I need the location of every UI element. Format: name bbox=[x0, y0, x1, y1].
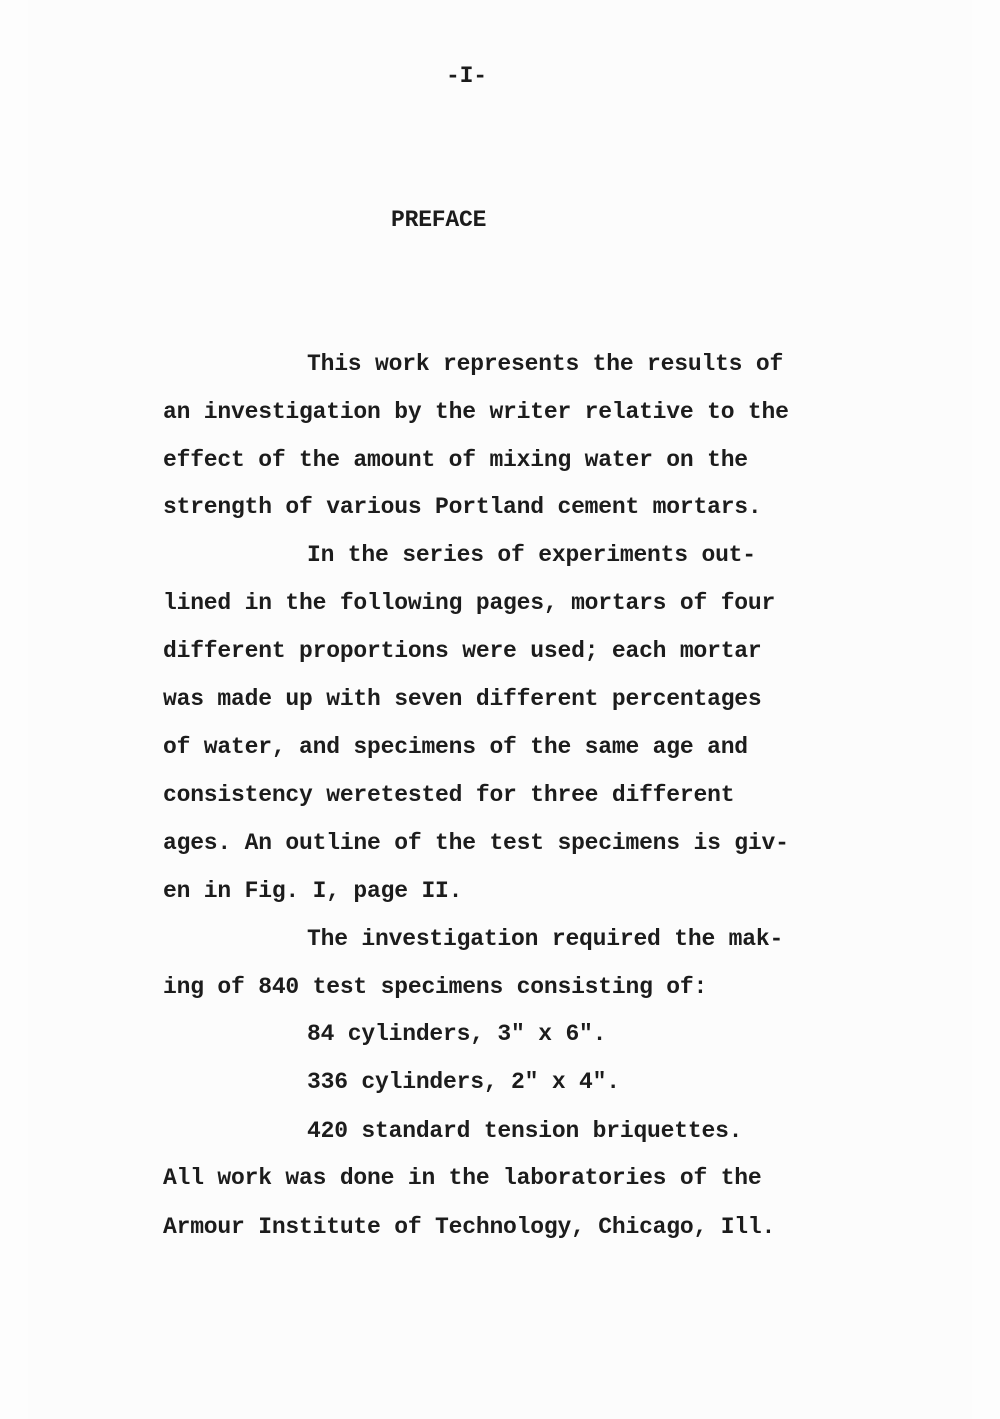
text-line: was made up with seven different percentages bbox=[163, 686, 762, 712]
text-line: In the series of experiments out- bbox=[307, 542, 756, 568]
page-title: PREFACE bbox=[391, 207, 487, 233]
text-line: lined in the following pages, mortars of four bbox=[163, 590, 776, 616]
page-number: -I- bbox=[446, 63, 487, 89]
text-line: The investigation required the mak- bbox=[307, 926, 784, 952]
text-line: ages. An outline of the test specimens is giv- bbox=[163, 830, 789, 856]
text-line: en in Fig. I, page II. bbox=[163, 878, 463, 904]
text-line: of water, and specimens of the same age and bbox=[163, 734, 748, 760]
text-line: 336 cylinders, 2" x 4". bbox=[307, 1069, 620, 1095]
text-line: effect of the amount of mixing water on the bbox=[163, 447, 748, 473]
text-line: an investigation by the writer relative to the bbox=[163, 399, 789, 425]
text-line: ing of 840 test specimens consisting of: bbox=[163, 974, 708, 1000]
text-line: different proportions were used; each mortar bbox=[163, 638, 762, 664]
text-line: All work was done in the laboratories of the bbox=[163, 1165, 762, 1191]
text-line: This work represents the results of bbox=[307, 351, 784, 377]
text-line: 420 standard tension briquettes. bbox=[307, 1118, 743, 1144]
text-line: Armour Institute of Technology, Chicago, Ill. bbox=[163, 1214, 776, 1240]
text-line: strength of various Portland cement mortars. bbox=[163, 494, 762, 520]
text-line: consistency weretested for three different bbox=[163, 782, 735, 808]
text-line: 84 cylinders, 3" x 6". bbox=[307, 1021, 607, 1047]
